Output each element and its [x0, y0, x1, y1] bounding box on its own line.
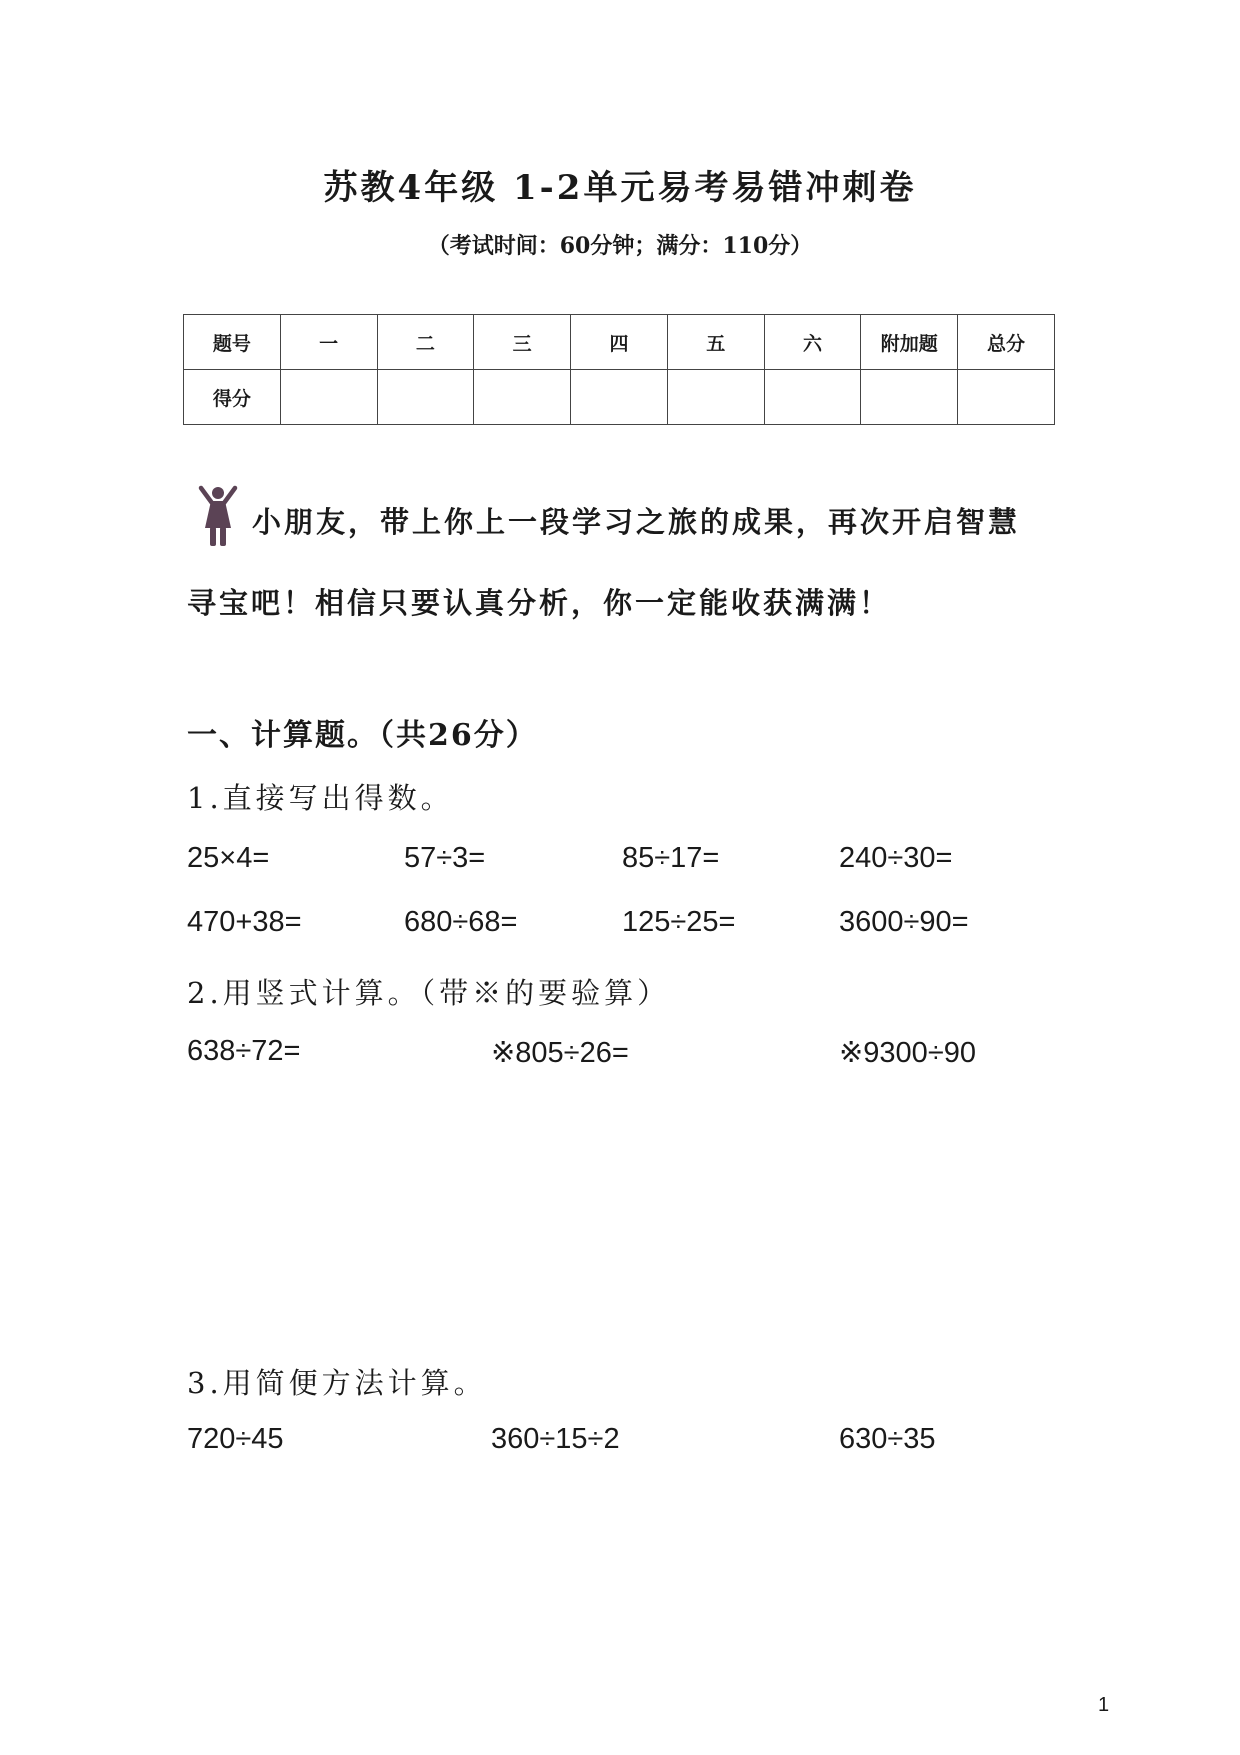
score-table-header: 一: [280, 315, 377, 370]
intro-line-2: 寻宝吧！相信只要认真分析，你一定能收获满满！: [187, 586, 892, 620]
score-table-header: 四: [571, 315, 668, 370]
calc-expression: 57÷3=: [404, 842, 486, 874]
score-cell: [861, 370, 958, 425]
score-table-header: 总分: [958, 315, 1055, 370]
calc-expression: 240÷30=: [839, 842, 953, 874]
score-cell: [571, 370, 668, 425]
score-table-header: 题号: [184, 315, 281, 370]
calc-expression: 470+38=: [187, 906, 302, 938]
page-title: 苏教4年级 1-2单元易考易错冲刺卷: [323, 168, 917, 208]
simplify-calc-expression: 720÷45: [187, 1423, 284, 1455]
calc-expression: 25×4=: [187, 842, 270, 874]
simplify-calc-expression: 360÷15÷2: [491, 1423, 620, 1455]
vertical-calc-expression: 638÷72=: [187, 1035, 301, 1067]
score-table-score-row: [184, 370, 1055, 425]
question-3-label: 3.用简便方法计算。: [187, 1366, 487, 1400]
score-cell: [280, 370, 377, 425]
score-table-header: 三: [474, 315, 571, 370]
score-cell: [764, 370, 861, 425]
score-cell: [377, 370, 474, 425]
vertical-calc-expression: ※9300÷90: [839, 1037, 976, 1069]
score-cell: [474, 370, 571, 425]
exam-info: （考试时间：60分钟；满分：110分）: [427, 233, 813, 259]
score-cell: [667, 370, 764, 425]
score-table: [183, 314, 1055, 425]
intro-line-1: 小朋友，带上你上一段学习之旅的成果，再次开启智慧: [252, 505, 1021, 539]
score-table-header-row: [184, 315, 1055, 370]
question-1-label: 1.直接写出得数。: [187, 781, 454, 815]
score-table-header: 五: [667, 315, 764, 370]
simplify-calc-expression: 630÷35: [839, 1423, 936, 1455]
calc-expression: 680÷68=: [404, 906, 518, 938]
question-2-label: 2.用竖式计算。（带※的要验算）: [187, 976, 671, 1010]
page-number: 1: [1098, 1694, 1110, 1716]
vertical-calc-expression: ※805÷26=: [491, 1037, 629, 1069]
calc-expression: 125÷25=: [622, 906, 736, 938]
section-heading-calculation: 一、计算题。（共26分）: [187, 718, 538, 753]
calc-expression: 3600÷90=: [839, 906, 969, 938]
score-row-label: 得分: [184, 370, 281, 425]
score-cell: [958, 370, 1055, 425]
score-table-header: 附加题: [861, 315, 958, 370]
calc-expression: 85÷17=: [622, 842, 720, 874]
score-table-header: 二: [377, 315, 474, 370]
score-table-header: 六: [764, 315, 861, 370]
person-arms-raised-icon: [196, 484, 240, 550]
